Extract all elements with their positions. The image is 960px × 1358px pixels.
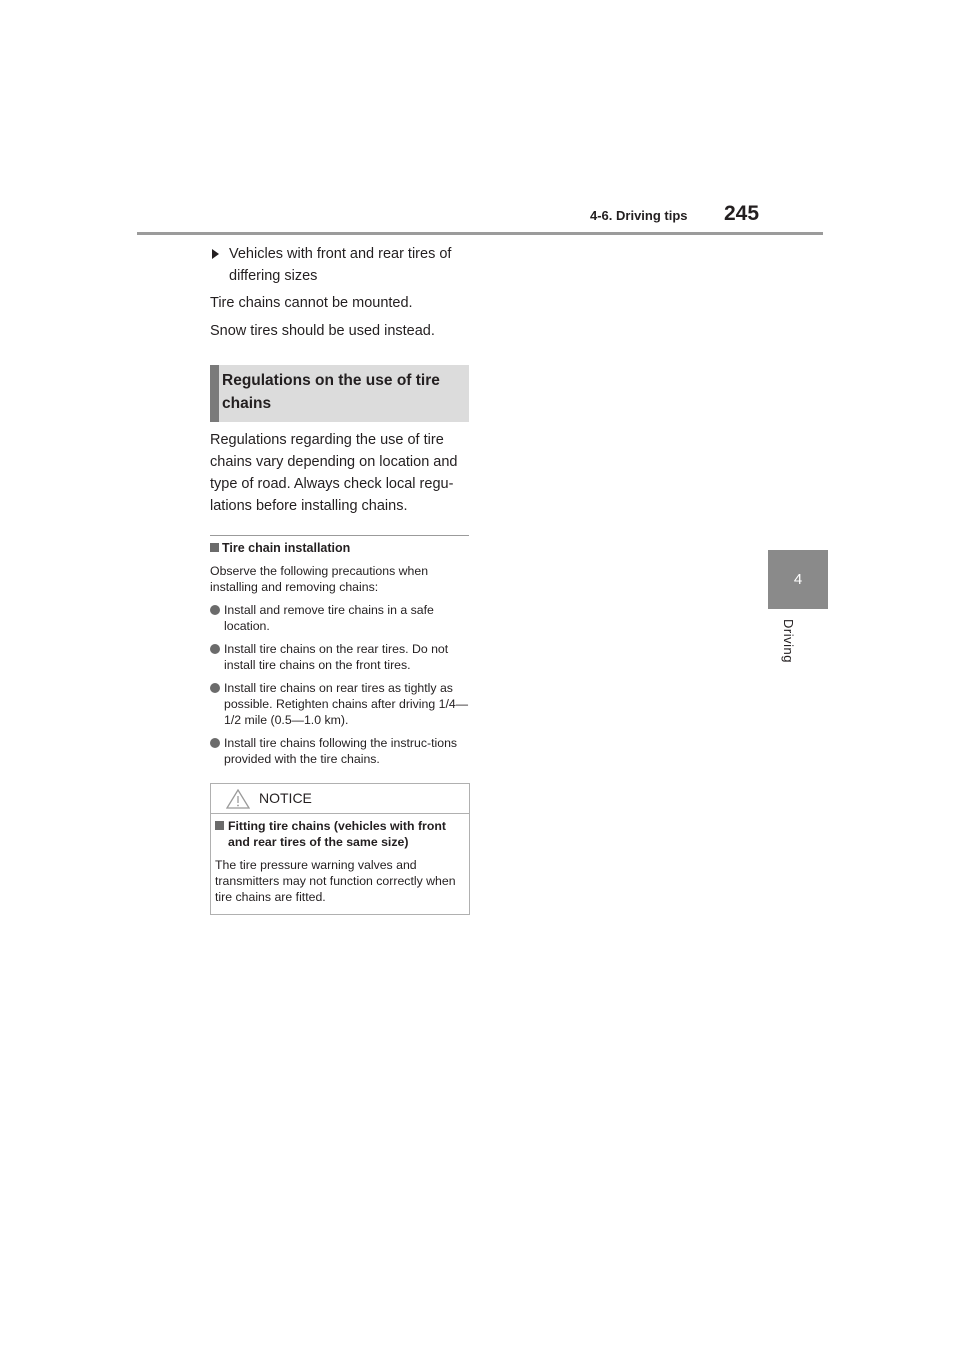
installation-item [210, 680, 472, 728]
installation-item [210, 602, 472, 634]
section-heading-title: Regulations on the use of tire chains [222, 372, 440, 412]
section-heading-bar [210, 365, 219, 422]
intro-bullet-text: Vehicles with front and rear tires of differing sizes [229, 246, 452, 284]
installation-heading-text: Tire chain installation [222, 541, 351, 555]
installation-item-text: Install tire chains on the rear tires. Do not install tire chains on the front tires. [224, 642, 449, 672]
dot-bullet-icon [210, 738, 220, 748]
notice-label: NOTICE [259, 790, 312, 806]
intro-bullet [212, 243, 472, 287]
warning-triangle-icon [226, 789, 250, 809]
installation-item [210, 641, 472, 673]
square-bullet-icon [215, 821, 224, 830]
notice-box [210, 783, 470, 915]
section-heading-box [210, 365, 469, 422]
notice-heading-text: Fitting tire chains (vehicles with front and rear tires of the same size) [228, 819, 446, 849]
header-section-title: 4-6. Driving tips [590, 208, 688, 223]
square-bullet-icon [210, 543, 219, 552]
installation-item-text: Install and remove tire chains in a safe location. [224, 603, 434, 633]
dot-bullet-icon [210, 644, 220, 654]
chapter-label: Driving [781, 619, 796, 663]
installation-heading [210, 541, 350, 555]
installation-item-text: Install tire chains following the instruc-tions provided with the tire chains. [224, 736, 458, 766]
intro-line-2: Snow tires should be used instead. [210, 323, 435, 339]
installation-item [210, 735, 472, 767]
notice-header [211, 784, 469, 814]
notice-heading [215, 818, 465, 850]
page-number: 245 [724, 202, 760, 225]
chapter-tab [768, 550, 828, 609]
section-body: Regulations regarding the use of tire chains vary depending on location and type of road. Always check local regu-lations before installing chains. [210, 432, 458, 514]
intro-line-1: Tire chains cannot be mounted. [210, 295, 413, 311]
notice-text: The tire pressure warning valves and transmitters may not function correctly when tire chains are fitted. [215, 858, 456, 904]
installation-intro: Observe the following precautions when installing and removing chains: [210, 564, 429, 594]
dot-bullet-icon [210, 605, 220, 615]
subsection-divider [210, 535, 469, 536]
dot-bullet-icon [210, 683, 220, 693]
triangle-bullet-icon [212, 249, 219, 259]
installation-item-text: Install tire chains on rear tires as tightly as possible. Retighten chains after driving 1/4—1/2 mile (0.5—1.0 km). [224, 681, 469, 727]
header-divider [137, 232, 823, 235]
chapter-number: 4 [793, 571, 803, 588]
